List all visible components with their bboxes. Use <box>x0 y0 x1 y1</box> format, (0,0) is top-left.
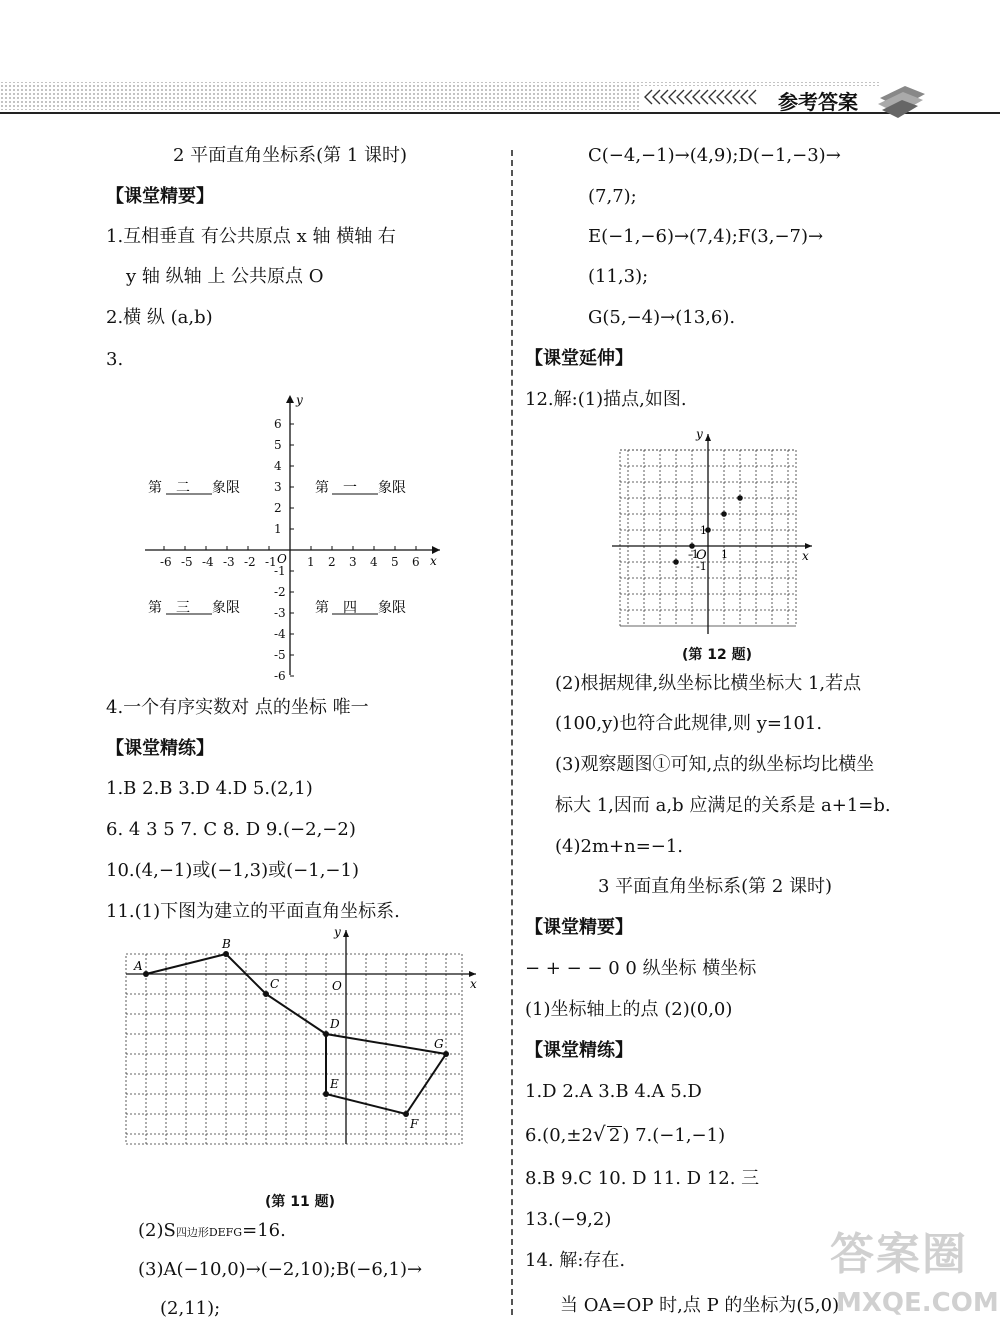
answers-6-9: 6. 4 3 5 7. C 8. D 9.(−2,−2) <box>106 819 356 840</box>
point-5 <box>737 495 743 501</box>
y-axis-label: y <box>334 925 341 939</box>
mapping-cd: C(−4,−1)→(4,9);D(−1,−3)→ <box>588 145 841 166</box>
x-tick-label: 6 <box>412 555 420 569</box>
x-tick-label: -6 <box>160 555 172 569</box>
answer-12: 12.解:(1)描点,如图. <box>525 389 687 410</box>
y-tick-1: 1 <box>700 524 707 537</box>
x-tick-label: -2 <box>244 555 256 569</box>
x-axis-label: x <box>430 554 437 568</box>
x-tick-label: 3 <box>349 555 357 569</box>
y-tick-label: -1 <box>274 564 286 578</box>
y-tick-label: -6 <box>274 669 286 683</box>
origin-label: O <box>696 548 707 563</box>
heading-jingyao-2: 【课堂精要】 <box>525 917 633 938</box>
y-tick-neg1: -1 <box>696 560 707 573</box>
quadrant-1-label: 第 一 象限 <box>315 480 406 496</box>
point-b <box>223 951 229 957</box>
y-tick-label: -3 <box>274 606 286 620</box>
mapping-ef-cont: (11,3); <box>588 266 649 287</box>
column-divider <box>511 150 513 1315</box>
origin-label: O <box>277 552 287 566</box>
quadrant-3-label: 第 三 象限 <box>148 600 240 616</box>
y-axis-label: y <box>696 427 703 441</box>
figure-12-caption: (第 12 题) <box>681 647 753 663</box>
answer-1: 1.互相垂直 有公共原点 x 轴 横轴 右 <box>106 226 396 247</box>
answer-11-3: (3)A(−10,0)→(−2,10);B(−6,1)→ <box>138 1259 423 1280</box>
answer-11: 11.(1)下图为建立的平面直角坐标系. <box>106 901 400 922</box>
heading-jingyao: 【课堂精要】 <box>106 186 214 207</box>
y-tick-label: 5 <box>274 438 282 452</box>
mapping-ef: E(−1,−6)→(7,4);F(3,−7)→ <box>588 226 824 247</box>
answer-2: 2.横 纵 (a,b) <box>106 307 213 328</box>
section-title: 2 平面直角坐标系(第 1 课时) <box>172 145 408 166</box>
point-label-c: C <box>270 977 280 991</box>
point-label-b: B <box>222 937 231 951</box>
y-tick-label: 1 <box>274 522 282 536</box>
y-tick-label: -5 <box>274 648 286 662</box>
section-title-2: 3 平面直角坐标系(第 2 课时) <box>597 876 833 897</box>
answer-11-3-cont: (2,11); <box>160 1298 221 1319</box>
answer-14-cont: 当 OA=OP 时,点 P 的坐标为(5,0) <box>560 1295 840 1316</box>
x-axis-label: x <box>802 549 809 563</box>
y-tick-label: 4 <box>274 459 282 473</box>
x-tick-label: 5 <box>391 555 399 569</box>
origin-label: O <box>332 979 342 993</box>
x-tick-neg1: -1 <box>688 548 699 561</box>
answer-13: 13.(−9,2) <box>525 1209 612 1230</box>
point-a <box>143 971 149 977</box>
point-g <box>443 1051 449 1057</box>
quadrant-4-label: 第 四 象限 <box>315 600 406 616</box>
figure-11-caption: (第 11 题) <box>264 1194 336 1210</box>
answer-3: 3. <box>106 349 124 370</box>
answers-8-12-b: 8.B 9.C 10. D 11. D 12. 三 <box>525 1168 760 1189</box>
y-tick-label: 2 <box>274 501 282 515</box>
x-tick-label: -1 <box>265 555 277 569</box>
point-f <box>403 1111 409 1117</box>
point-label-e: E <box>330 1077 339 1091</box>
answer-14: 14. 解:存在. <box>525 1250 626 1271</box>
quadrant-figure <box>140 390 450 683</box>
point-c <box>263 991 269 997</box>
quadrant-2-label: 第 二 象限 <box>148 480 240 496</box>
answer-12-4: (4)2m+n=−1. <box>555 836 684 857</box>
figure-11 <box>118 925 478 1170</box>
x-axis-label: x <box>470 977 477 991</box>
point-label-f: F <box>410 1117 419 1131</box>
y-tick-label: -2 <box>274 585 286 599</box>
x-tick-label: 1 <box>307 555 315 569</box>
point-label-a: A <box>134 959 143 973</box>
point-label-d: D <box>330 1017 340 1031</box>
x-tick-label: 2 <box>328 555 336 569</box>
answer-12-2-cont: (100,y)也符合此规律,则 y=101. <box>555 713 823 734</box>
y-tick-label: 6 <box>274 417 282 431</box>
answer-points: (1)坐标轴上的点 (2)(0,0) <box>525 999 733 1020</box>
figure-12 <box>612 422 822 642</box>
x-tick-label: -4 <box>202 555 214 569</box>
answer-12-3-cont: 标大 1,因而 a,b 应满足的关系是 a+1=b. <box>555 795 891 816</box>
mapping-g: G(5,−4)→(13,6). <box>588 307 736 328</box>
point-label-g: G <box>434 1037 444 1051</box>
point-e <box>323 1091 329 1097</box>
watermark-url: MXQE.COM <box>836 1288 999 1318</box>
x-tick-label: -3 <box>223 555 235 569</box>
answers-1-5: 1.B 2.B 3.D 4.D 5.(2,1) <box>106 778 313 799</box>
answer-12-3: (3)观察题图①可知,点的纵坐标均比横坐 <box>555 754 875 775</box>
answer-12-2: (2)根据规律,纵坐标比横坐标大 1,若点 <box>555 673 862 694</box>
header-label: 参考答案 <box>778 90 858 114</box>
y-tick-label: 3 <box>274 480 282 494</box>
mapping-cd-cont: (7,7); <box>588 186 637 207</box>
x-tick-label: -5 <box>181 555 193 569</box>
heading-jinglian: 【课堂精练】 <box>106 738 214 759</box>
heading-yanshen: 【课堂延伸】 <box>525 348 633 369</box>
watermark-logo: 答案圈 <box>830 1229 968 1280</box>
answer-10: 10.(4,−1)或(−1,3)或(−1,−1) <box>106 860 359 881</box>
y-tick-label: -4 <box>274 627 286 641</box>
point-d <box>323 1031 329 1037</box>
page-header <box>0 80 1000 114</box>
answers-6-7-b: 6.(0,±2 √ 2 ) 7.(−1,−1) <box>525 1122 726 1146</box>
x-tick-1: 1 <box>721 548 728 561</box>
y-axis-label: y <box>296 393 303 407</box>
point-4 <box>721 511 727 517</box>
x-tick-label: 4 <box>370 555 378 569</box>
heading-jinglian-2: 【课堂精练】 <box>525 1040 633 1061</box>
answer-4: 4.一个有序实数对 点的坐标 唯一 <box>106 697 369 718</box>
point-1 <box>673 559 679 565</box>
answer-1-cont: y 轴 纵轴 上 公共原点 O <box>126 266 324 287</box>
sign-answers: − + − − 0 0 纵坐标 横坐标 <box>525 958 757 979</box>
answers-1-5-b: 1.D 2.A 3.B 4.A 5.D <box>525 1081 702 1102</box>
answer-11-2: (2)S四边形DEFG=16. <box>138 1220 286 1241</box>
